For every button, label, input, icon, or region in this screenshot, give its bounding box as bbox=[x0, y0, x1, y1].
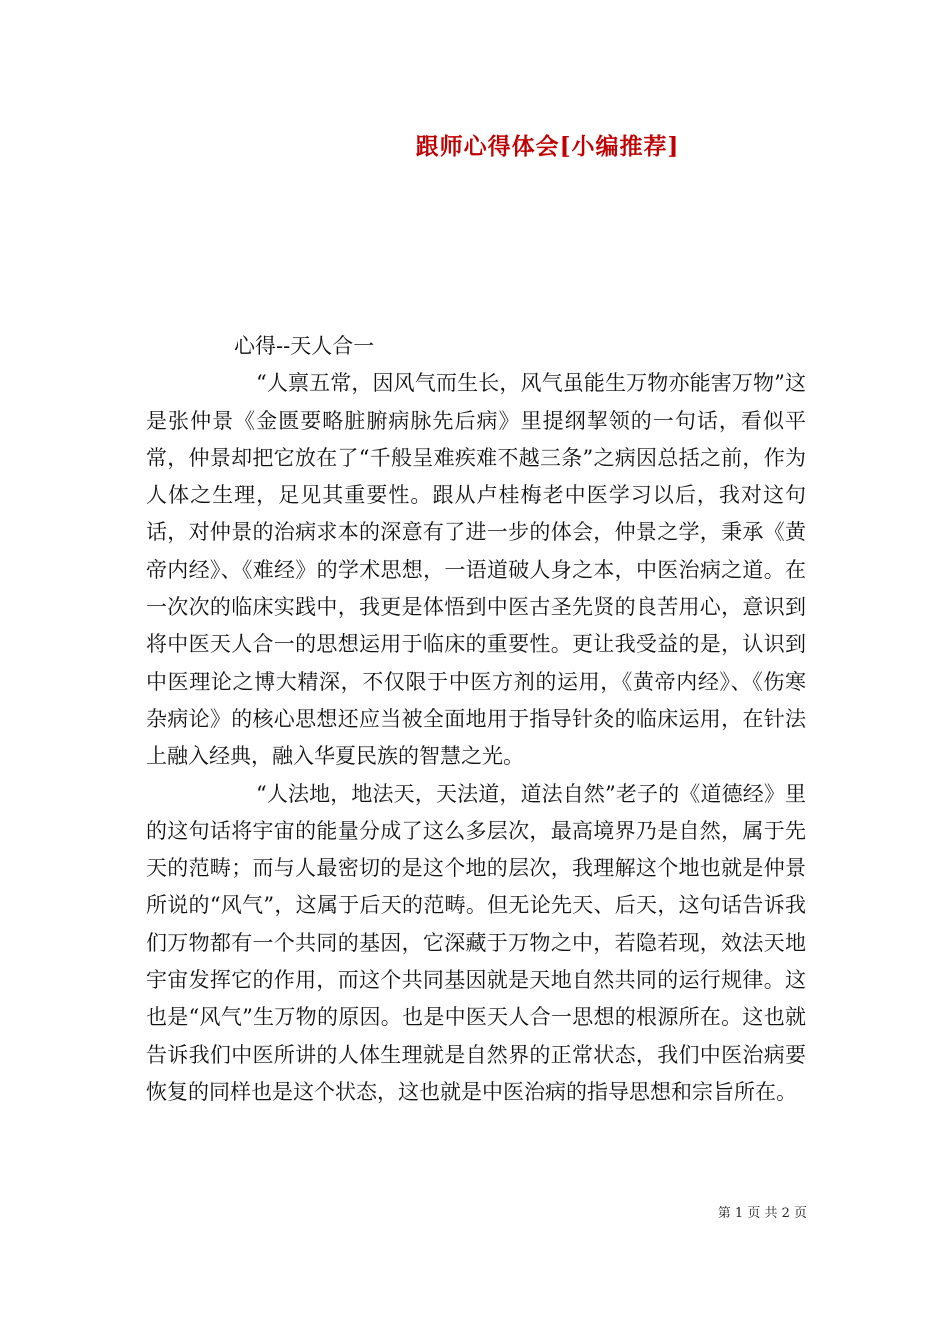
document-title: 跟师心得体会[小编推荐] bbox=[415, 133, 680, 160]
section-subheading: 心得--天人合一 bbox=[234, 334, 375, 358]
page-number-footer: 第 1 页 共 2 页 bbox=[717, 1206, 807, 1221]
body-paragraph-1: “人禀五常，因风气而生长，风气虽能生万物亦能害万物”这是张仲景《金匮要略脏腑病脉先后病》里提纲挈领的一句话，看似平常，仲景却把它放在了“千般呈难疾难不越三条”之病因总括之前，作为人体之生理，足见其重要性。跟从卢桂梅老中医学习以后，我对这句话，对仲景的治病求本的深意有了进一步的体会，仲景之学，秉承《黄帝内经》、《难经》的学术思想，一语道破人身之本，中医治病之道。在一次次的临床实践中，我更是体悟到中医古圣先贤的良苦用心，意识到将中医天人合一的思想运用于临床的重要性。更让我受益的是，认识到中医理论之博大精深，不仅限于中医方剂的运用，《黄帝内经》、《伤寒杂病论》的核心思想还应当被全面地用于指导针灸的临床运用，在针法上融入经典，融入华夏民族的智慧之光。 bbox=[146, 371, 806, 769]
body-paragraph-2: “人法地，地法天，天法道，道法自然”老子的《道德经》里的这句话将宇宙的能量分成了这么多层次，最高境界乃是自然，属于先天的范畴；而与人最密切的是这个地的层次，我理解这个地也就是仲景所说的“风气”，这属于后天的范畴。但无论先天、后天，这句话告诉我们万物都有一个共同的基因，它深藏于万物之中，若隐若现，效法天地宇宙发挥它的作用，而这个共同基因就是天地自然共同的运行规律。这也是“风气”生万物的原因。也是中医天人合一思想的根源所在。这也就告诉我们中医所讲的人体生理就是自然界的正常状态，我们中医治病要恢复的同样也是这个状态，这也就是中医治病的指导思想和宗旨所在。 bbox=[146, 781, 806, 1104]
document-body bbox=[146, 328, 806, 1111]
